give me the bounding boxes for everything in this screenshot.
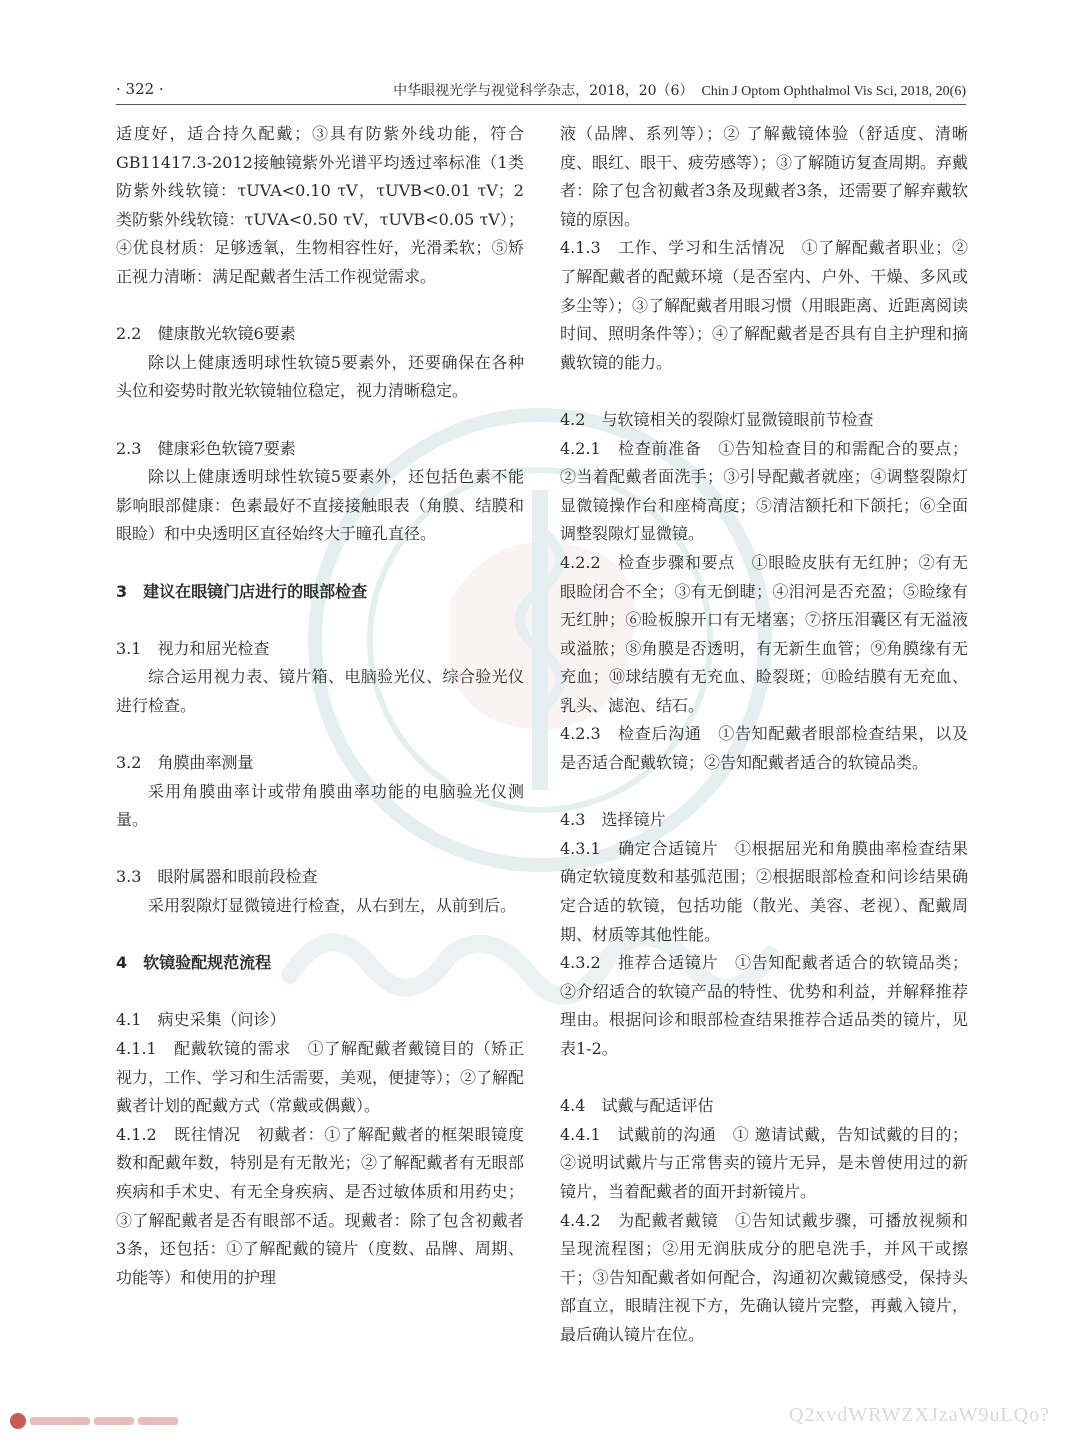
section-heading: 4.3 选择镜片 xyxy=(560,810,666,830)
journal-title-en: Chin J Optom Ophthalmol Vis Sci, 2018, 20(6) xyxy=(701,84,966,99)
paragraph: 除以上健康透明球性软镜5要素外，还要确保在各种头位和姿势时散光软镜轴位稳定，视力清晰稳定。 xyxy=(116,352,524,401)
section-heading: 3.3 眼附属器和眼前段检查 xyxy=(116,867,318,887)
right-column xyxy=(560,120,968,1350)
section-heading: 4.2 与软镜相关的裂隙灯显微镜眼前节检查 xyxy=(560,409,874,429)
paragraph: 除以上健康透明球性软镜5要素外，还包括色素不能影响眼部健康：色素最好不直接接触眼表（角膜、结膜和眼睑）和中央透明区直径始终大于瞳孔直径。 xyxy=(116,467,524,544)
paragraph: 适度好，适合持久配戴；③具有防紫外线功能，符合GB11417.3-2012接触镜紫外光谱平均透过率标准（1类防紫外线软镜：τUVA<0.10 τV，τUVB<0.01 τV；2类防紫外线软镜：τUVA<0.50 τV，τUVB<0.05 τV）；④优良材质：足够透氧，生物相容性好，光滑柔软；⑤矫正视力清晰：满足配戴者生活工作视觉需求。 xyxy=(116,124,524,286)
section-heading: 3.1 视力和屈光检查 xyxy=(116,638,270,658)
document-id-watermark: Q2xvdWRWZXJzaW9uLQo? xyxy=(788,1404,1050,1426)
paragraph: 4.3.2 推荐合适镜片 ①告知配戴者适合的软镜品类；②介绍适合的软镜产品的特性、优势和利益，并解释推荐理由。根据问诊和眼部检查结果推荐合适品类的镜片，见表1-2。 xyxy=(560,953,968,1058)
section-heading: 4.4 试戴与配适评估 xyxy=(560,1096,714,1116)
paragraph: 液（品牌、系列等）；② 了解戴镜体验（舒适度、清晰度、眼红、眼干、疲劳感等）；③了解随访复查周期。弃戴者：除了包含初戴者3条及现戴者3条，还需要了解弃戴软镜的原因。 xyxy=(560,124,969,229)
journal-citation xyxy=(393,80,966,100)
running-header xyxy=(116,78,966,105)
journal-title-cn: 中华眼视光学与视觉科学杂志，2018，20（6） xyxy=(393,83,694,99)
publisher-logo xyxy=(10,1410,210,1432)
paragraph: 4.3.1 确定合适镜片 ①根据屈光和角膜曲率检查结果确定软镜度数和基弧范围；②根据眼部检查和问诊结果确定合适的软镜，包括功能（散光、美容、老视）、配戴周期、材质等其他性能。 xyxy=(560,838,968,944)
section-heading: 2.3 健康彩色软镜7要素 xyxy=(116,438,296,458)
paragraph: 4.1.2 既往情况 初戴者：①了解配戴者的框架眼镜度数和配戴年数，特别是有无散光；②了解配戴者有无眼部疾病和手术史、有无全身疾病、是否过敏体质和用药史；③了解配戴者是否有眼部不适。现戴者：除了包含初戴者3条，还包括：①了解配戴的镜片（度数、品牌、周期、功能等）和使用的护理 xyxy=(116,1124,524,1287)
paragraph: 4.2.2 检查步骤和要点 ①眼睑皮肤有无红肿；②有无眼睑闭合不全；③有无倒睫；④泪河是否充盈；⑤睑缘有无红肿；⑥睑板腺开口有无堵塞；⑦挤压泪囊区有无溢液或溢脓；⑧角膜是否透明，有无新生血管；⑨角膜缘有无充血；⑩球结膜有无充血、睑裂斑；⑪睑结膜有无充血、乳头、滤泡、结石。 xyxy=(560,552,968,715)
paragraph: 4.1.1 配戴软镜的需求 ①了解配戴者戴镜目的（矫正视力，工作、学习和生活需要，美观，便捷等）；②了解配戴者计划的配戴方式（常戴或偶戴）。 xyxy=(116,1039,525,1116)
left-column xyxy=(116,120,524,1292)
paragraph: 采用裂隙灯显微镜进行检查，从右到左，从前到后。 xyxy=(148,896,517,916)
paragraph: 综合运用视力表、镜片箱、电脑验光仪、综合验光仪进行检查。 xyxy=(116,667,524,715)
page-number: · 322 · xyxy=(116,80,164,98)
paragraph: 4.4.1 试戴前的沟通 ① 邀请试戴，告知试戴的目的；②说明试戴片与正常售卖的镜片无异，是未曾使用过的新镜片，当着配戴者的面开封新镜片。 xyxy=(560,1124,968,1201)
section-heading: 3.2 角膜曲率测量 xyxy=(116,753,254,773)
chapter-heading: 4 软镜验配规范流程 xyxy=(116,953,272,973)
chapter-heading: 3 建议在眼镜门店进行的眼部检查 xyxy=(116,581,368,601)
paragraph: 4.1.3 工作、学习和生活情况 ①了解配戴者职业；②了解配戴者的配戴环境（是否室内、户外、干燥、多风或多尘等）；③了解配戴者用眼习惯（用眼距离、近距离阅读时间、照明条件等）；④了解配戴者是否具有自主护理和摘戴软镜的能力。 xyxy=(560,238,969,372)
paragraph: 4.2.1 检查前准备 ①告知检查目的和需配合的要点；②当着配戴者面洗手；③引导配戴者就座；④调整裂隙灯显微镜操作台和座椅高度；⑤清洁额托和下颌托；⑥全面调整裂隙灯显微镜。 xyxy=(560,438,968,544)
paragraph: 4.4.2 为配戴者戴镜 ①告知试戴步骤，可播放视频和呈现流程图；②用无润肤成分的肥皂洗手，并风干或擦干；③告知配戴者如何配合，沟通初次戴镜感受，保持头部直立，眼睛注视下方，先确认镜片完整，再戴入镜片，最后确认镜片在位。 xyxy=(560,1210,968,1344)
section-heading: 2.2 健康散光软镜6要素 xyxy=(116,324,296,344)
seal-icon xyxy=(10,1413,26,1429)
paragraph: 采用角膜曲率计或带角膜曲率功能的电脑验光仪测量。 xyxy=(116,781,524,830)
paragraph: 4.2.3 检查后沟通 ①告知配戴者眼部检查结果，以及是否适合配戴软镜；②告知配戴者适合的软镜品类。 xyxy=(560,724,968,773)
section-heading: 4.1 病史采集（问诊） xyxy=(116,1010,286,1030)
